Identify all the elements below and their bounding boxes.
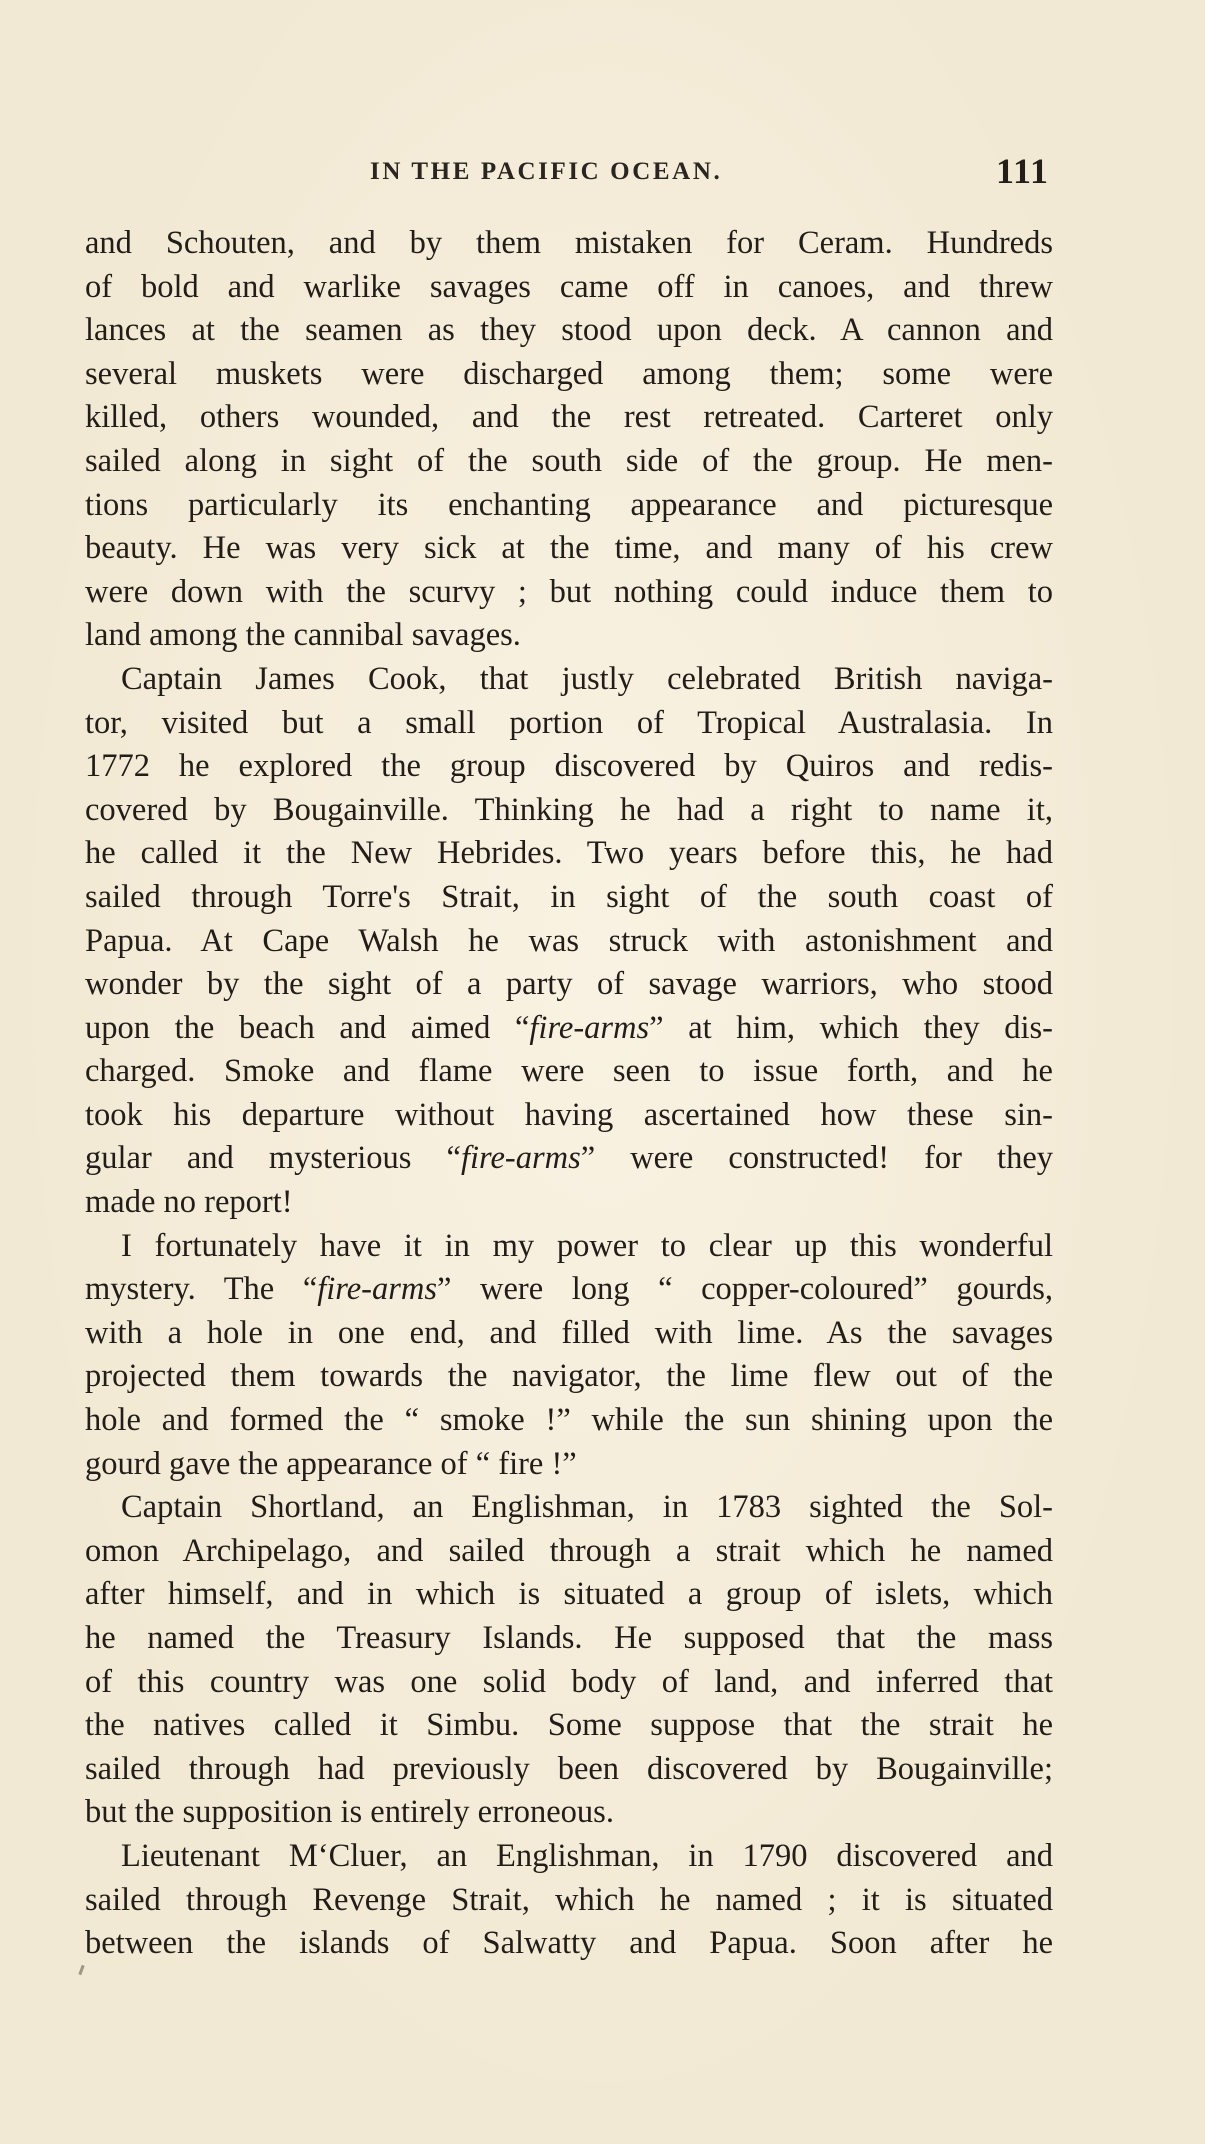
text-line: mystery. The “fire-arms” were long “ copper-coloured” gourds, [85, 1271, 1053, 1308]
page-number: 111 [996, 151, 1050, 191]
text-line: sailed through Revenge Strait, which he named ; it is situated [85, 1881, 1053, 1918]
text-line: of this country was one solid body of land, and inferred that [85, 1663, 1053, 1700]
text-line: lances at the seamen as they stood upon deck. A cannon and [85, 312, 1053, 349]
text-line: the natives called it Simbu. Some suppose that the strait he [85, 1707, 1053, 1744]
text-line: made no report! [85, 1184, 293, 1221]
ink-speck [78, 1965, 84, 1975]
text-line: charged. Smoke and flame were seen to issue forth, and he [85, 1053, 1053, 1090]
text-line: land among the cannibal savages. [85, 617, 521, 654]
italic-term: fire-arms [529, 1009, 650, 1046]
text-line: omon Archipelago, and sailed through a strait which he named [85, 1532, 1053, 1569]
text-line: he named the Treasury Islands. He supposed that the mass [85, 1620, 1053, 1656]
text-line: gourd gave the appearance of “ fire !” [85, 1445, 577, 1482]
paragraph-start-line: I fortunately have it in my power to clear up this wonderful [121, 1227, 1053, 1264]
text-line: several muskets were discharged among them; some were [85, 355, 1053, 392]
text-line: with a hole in one end, and filled with lime. As the savages [85, 1314, 1053, 1351]
text-line: tor, visited but a small portion of Tropical Australasia. In [85, 704, 1053, 741]
paragraph-start-line: Captain Shortland, an Englishman, in 1783 sighted the Sol- [121, 1489, 1053, 1526]
text-line: took his departure without having ascertained how these sin- [85, 1096, 1053, 1133]
text-line: gular and mysterious “fire-arms” were constructed! for they [85, 1140, 1054, 1177]
text-line: wonder by the sight of a party of savage warriors, who stood [85, 966, 1053, 1003]
text-line: beauty. He was very sick at the time, and many of his crew [85, 530, 1053, 567]
text-line: upon the beach and aimed “fire-arms” at him, which they dis- [85, 1009, 1053, 1046]
body-text [85, 222, 1053, 1966]
text-line: after himself, and in which is situated a group of islets, which [85, 1576, 1053, 1613]
italic-term: fire-arms [460, 1140, 581, 1177]
text-line: between the islands of Salwatty and Papua. Soon after he [85, 1925, 1053, 1962]
paragraph-start-line: Captain James Cook, that justly celebrated British naviga- [121, 660, 1053, 697]
text-line: sailed through had previously been discovered by Bougainville; [85, 1750, 1053, 1787]
italic-term: fire-arms [317, 1271, 438, 1308]
running-title: IN THE PACIFIC OCEAN. [370, 158, 723, 185]
text-line: were down with the scurvy ; but nothing could induce them to [85, 573, 1053, 610]
text-line: of bold and warlike savages came off in canoes, and threw [85, 268, 1053, 305]
text-line: but the supposition is entirely erroneous. [85, 1794, 614, 1831]
text-line: sailed through Torre's Strait, in sight of the south coast of [85, 878, 1053, 915]
text-line: and Schouten, and by them mistaken for Ceram. Hundreds [85, 225, 1053, 261]
text-line: tions particularly its enchanting appearance and picturesque [85, 486, 1053, 523]
text-line: he called it the New Hebrides. Two years before this, he had [85, 835, 1053, 872]
paragraph-start-line: Lieutenant M‘Cluer, an Englishman, in 1790 discovered and [121, 1837, 1053, 1874]
text-line: Papua. At Cape Walsh he was struck with astonishment and [85, 922, 1053, 959]
text-line: killed, others wounded, and the rest retreated. Carteret only [85, 399, 1053, 436]
text-line: 1772 he explored the group discovered by Quiros and redis- [85, 748, 1053, 785]
text-line: projected them towards the navigator, the lime flew out of the [85, 1358, 1053, 1395]
text-line: sailed along in sight of the south side of the group. He men- [85, 442, 1053, 479]
text-line: covered by Bougainville. Thinking he had a right to name it, [85, 791, 1053, 828]
text-line: hole and formed the “ smoke !” while the sun shining upon the [85, 1402, 1053, 1439]
